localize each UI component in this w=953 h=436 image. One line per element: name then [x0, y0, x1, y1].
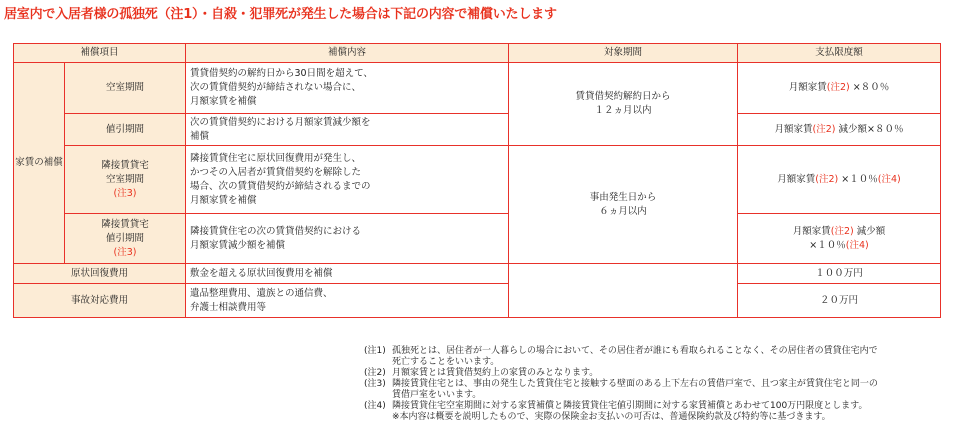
content-incident: 遺品整理費用、遺族との通信費、 弁護士相談費用等 [186, 284, 509, 318]
content-restoration: 敷金を超える原状回復費用を補償 [186, 264, 509, 284]
content-adjacent-vacancy: 隣接賃貸住宅に原状回復費用が発生し、 かつその入居者が賃貸借契約を解除した 場合、次の賃貸借契約が締結されるまでの 月額家賃を補償 [186, 146, 509, 214]
table-header-row [14, 44, 941, 63]
note-3: (注3) 隣接賃貸住宅とは、事由の発生した賃貸住宅と接触する壁面のある上下左右の賃借戸室で、且つ家主が賃貸住宅と同一の 賃借戸室をいいます。 [364, 379, 878, 400]
note-4: (注4) 隣接賃貸住宅空室期間に対する家賃補償と隣接賃貸住宅値引期間に対する家賃補償とあわせて100万円限度とします。 [364, 401, 868, 411]
limit-vacancy: 月額家賃(注2) ×８０％ [738, 63, 941, 114]
item-discount: 値引期間 [65, 114, 186, 146]
limit-incident: ２０万円 [738, 284, 941, 318]
limit-restoration: １００万円 [738, 264, 941, 284]
item-adjacent-vacancy: 隣接賃貸宅 空室期間 (注3) [65, 146, 186, 214]
table-row [14, 114, 941, 146]
item-incident: 事故対応費用 [14, 284, 186, 318]
coverage-table [13, 43, 941, 318]
table-row [14, 214, 941, 264]
content-vacancy: 賃貸借契約の解約日から30日間を超えて、 次の賃貸借契約が締結されない場合に、 月額家賃を補償 [186, 63, 509, 114]
period-second: 事由発生日から ６ヵ月以内 [509, 146, 738, 264]
table-row [14, 264, 941, 284]
header-item: 補償項目 [14, 44, 186, 63]
limit-adjacent-discount: 月額家賃(注2) 減少額 ×１０％(注4) [738, 214, 941, 264]
item-adjacent-discount: 隣接賃貸宅 値引期間 (注3) [65, 214, 186, 264]
table-row [14, 146, 941, 214]
table-row [14, 63, 941, 114]
note-1: (注1) 孤独死とは、居住者が一人暮らしの場合において、その居住者が誰にも看取られることなく、その居住者の賃貸住宅内で 死亡することをいいます。 [364, 346, 878, 367]
rent-group-label: 家賃の補償 [14, 63, 65, 264]
header-limit: 支払限度額 [738, 44, 941, 63]
item-vacancy: 空室期間 [65, 63, 186, 114]
period-empty [509, 264, 738, 318]
footnotes [364, 346, 952, 423]
page-title: 居室内で入居者様の孤独死（注1）・自殺・犯罪死が発生した場合は下記の内容で補償いたします [4, 7, 557, 22]
disclaimer: ※本内容は概要を説明したもので、実際の保険金お支払いの可否は、普通保険約款及び特約等に基づきます。 [392, 412, 831, 422]
note-2: (注2) 月額家賃とは賃貸借契約上の家賃のみとなります。 [364, 368, 599, 378]
content-adjacent-discount: 隣接賃貸住宅の次の賃貸借契約における 月額家賃減少額を補償 [186, 214, 509, 264]
table-row [14, 284, 941, 318]
limit-discount: 月額家賃(注2) 減少額×８０％ [738, 114, 941, 146]
limit-adjacent-vacancy: 月額家賃(注2) ×１０％(注4) [738, 146, 941, 214]
period-first: 賃貸借契約解約日から １２ヵ月以内 [509, 63, 738, 146]
content-discount: 次の賃貸借契約における月額家賃減少額を 補償 [186, 114, 509, 146]
header-period: 対象期間 [509, 44, 738, 63]
item-restoration: 原状回復費用 [14, 264, 186, 284]
header-content: 補償内容 [186, 44, 509, 63]
